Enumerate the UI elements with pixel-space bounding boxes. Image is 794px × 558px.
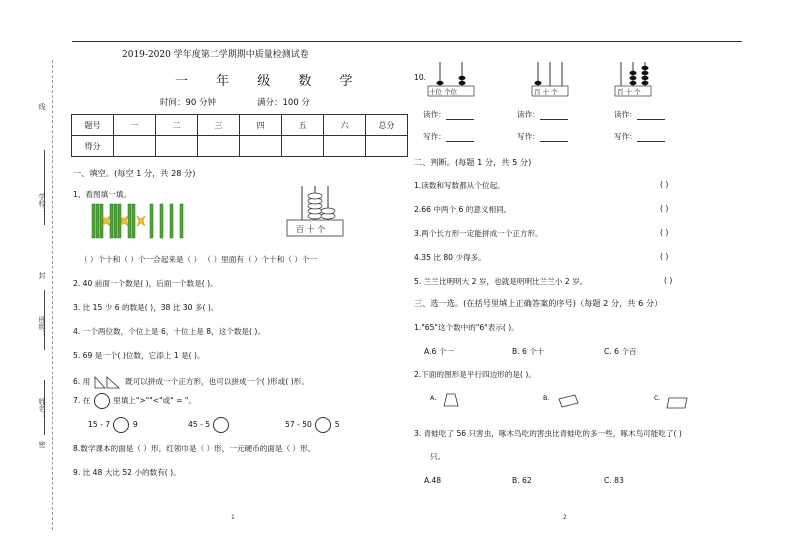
choice-2: 2.下面的图形是平行四边形的是( )。 — [414, 370, 536, 379]
page-number-1: 1 — [231, 514, 235, 521]
two-triangles-icon — [93, 375, 123, 389]
read-b — [517, 109, 568, 120]
class-label: 班级： — [38, 316, 46, 337]
choice-1-option-a[interactable]: A.6 个一 — [424, 347, 454, 356]
table-cell: 六 — [324, 115, 366, 136]
judge-2-paren[interactable]: ( ) — [660, 204, 669, 213]
table-cell: 题号 — [72, 115, 114, 136]
question-6-prefix: 6. 用 — [73, 377, 91, 386]
score-cell[interactable] — [366, 136, 408, 157]
write-b — [517, 131, 568, 142]
compare-1-left: 15 - 7 — [88, 420, 111, 429]
score-table-score-row — [72, 136, 408, 157]
choice-3-option-c[interactable]: C. 83 — [604, 476, 624, 485]
choice-1-option-b[interactable]: B. 6 个十 — [512, 347, 545, 356]
seal-char-1: 线 — [38, 103, 46, 110]
judge-5-paren[interactable]: ( ) — [664, 276, 673, 285]
time-text: 时间：90 分钟 — [160, 98, 217, 108]
judge-3-paren[interactable]: ( ) — [660, 228, 669, 237]
binding-line — [52, 60, 53, 530]
judge-4: 4.35 比 80 少得多。 — [414, 253, 486, 262]
circle-blank-icon — [94, 393, 110, 409]
read-label: 读作： — [517, 110, 540, 119]
read-label: 读作： — [423, 110, 446, 119]
judge-1-paren[interactable]: ( ) — [660, 180, 669, 189]
question-7 — [73, 393, 196, 409]
question-1-blanks: （ ）个十和（ ）个一合起来是（ ） （ ）里面有（ ）个十和（ ）个一 — [80, 255, 318, 264]
school-line — [44, 150, 45, 225]
table-cell: 二 — [156, 115, 198, 136]
question-7-text: 里填上">""<"或" = "。 — [113, 396, 196, 405]
compare-3 — [285, 417, 340, 433]
trapezoid-icon — [442, 392, 460, 408]
exam-title: 2019-2020 学年度第二学期期中质量检测试卷 — [122, 50, 309, 60]
parallelogram-icon — [665, 396, 689, 410]
write-label: 写作： — [423, 132, 446, 141]
table-cell: 得分 — [72, 136, 114, 157]
compare-1-right: 9 — [132, 420, 138, 429]
question-3: 3. 比 15 少 6 的数是( )，38 比 30 多( )。 — [73, 303, 219, 312]
table-cell: 三 — [198, 115, 240, 136]
choice-1: 1."65"这个数中的"6"表示( )。 — [414, 323, 519, 332]
judge-2: 2.66 中两个 6 的意义相同。 — [414, 205, 512, 214]
name-line — [44, 380, 45, 435]
read-label: 读作： — [614, 110, 637, 119]
write-a-blank[interactable] — [446, 132, 474, 142]
score-cell[interactable] — [240, 136, 282, 157]
choice-3: 3. 青蛙吃了 56 只害虫，啄木鸟吃的害虫比青蛙吃的多一些，啄木鸟可能吃了( ) — [414, 429, 682, 438]
section3-title: 三、选一选。(在括号里填上正确答案的序号)（每题 2 分，共 6 分） — [414, 298, 663, 308]
write-c-blank[interactable] — [637, 132, 665, 142]
score-table — [71, 114, 408, 157]
seal-char-2: 封 — [38, 272, 46, 279]
table-cell: 总分 — [366, 115, 408, 136]
read-c — [614, 109, 665, 120]
abacus-label: 百 十 个 — [296, 225, 326, 234]
judge-4-paren[interactable]: ( ) — [660, 252, 669, 261]
abacus-c-label: 百 十 个 — [617, 88, 641, 96]
write-label: 写作： — [614, 132, 637, 141]
section1-title: 一、填空。(每空 1 分，共 28 分) — [73, 168, 196, 178]
subject-title: 一 年 级 数 学 — [175, 74, 365, 89]
score-cell[interactable] — [114, 136, 156, 157]
section2-title: 二、判断。(每题 1 分，共 5 分) — [414, 157, 532, 167]
compare-2-circle[interactable] — [213, 417, 229, 433]
table-cell: 五 — [282, 115, 324, 136]
choice-2-option-c[interactable]: C. — [654, 394, 661, 402]
question-6 — [73, 375, 309, 389]
question-9: 9. 比 48 大比 52 小的数有( )。 — [73, 468, 181, 477]
write-c — [614, 131, 665, 142]
score-cell[interactable] — [282, 136, 324, 157]
choice-2-option-a[interactable]: A. — [430, 394, 437, 402]
question-7-prefix: 7. 在 — [73, 396, 91, 405]
read-a — [423, 109, 474, 120]
abacus-a-label: 十位 个位 — [429, 88, 458, 96]
score-cell[interactable] — [198, 136, 240, 157]
judge-1: 1.读数和写数都从个位起。 — [414, 181, 505, 190]
compare-2-left: 45 - 5 — [188, 420, 211, 429]
score-table-header-row — [72, 115, 408, 136]
read-b-blank[interactable] — [540, 110, 568, 120]
question-2: 2. 40 前面一个数是( )，后面一个数是( )。 — [73, 279, 218, 288]
class-line — [44, 290, 45, 350]
compare-3-right: 5 — [334, 420, 340, 429]
score-text: 满分：100 分 — [257, 98, 310, 108]
score-cell[interactable] — [324, 136, 366, 157]
write-a — [423, 131, 474, 142]
question-6-text: 既可以拼成一个正方形，也可以拼成一个( )形或( )形。 — [125, 377, 309, 386]
choice-3-tail: 只。 — [430, 452, 446, 461]
rotated-rectangle-icon — [556, 393, 580, 409]
question-10: 10. — [414, 73, 427, 82]
choice-3-option-b[interactable]: B. 62 — [512, 476, 532, 485]
choice-2-option-b[interactable]: B. — [543, 394, 550, 402]
question-4: 4. 一个两位数，个位上是 6，十位上是 8，这个数是( )。 — [73, 327, 265, 336]
name-label: 姓名： — [38, 398, 46, 419]
judge-3: 3.两个长方形一定能拼成一个正方形。 — [414, 229, 543, 238]
choice-1-option-c[interactable]: C. 6 个百 — [604, 347, 637, 356]
compare-3-left: 57 - 50 — [285, 420, 312, 429]
abacus-b-label: 百 十 个 — [534, 88, 558, 96]
school-label: 学校： — [38, 193, 46, 214]
sticks-bundle-image — [88, 200, 198, 242]
read-c-blank[interactable] — [637, 110, 665, 120]
table-cell: 四 — [240, 115, 282, 136]
table-cell: 一 — [114, 115, 156, 136]
score-cell[interactable] — [156, 136, 198, 157]
read-a-blank[interactable] — [446, 110, 474, 120]
choice-3-option-a[interactable]: A.48 — [424, 476, 442, 485]
compare-3-circle[interactable] — [315, 417, 331, 433]
compare-1-circle[interactable] — [113, 417, 129, 433]
question-8: 8.数学课本的面是（ ）形，红领巾是（ ）形，一元硬币的面是（ ）形。 — [73, 444, 316, 453]
question-5: 5. 69 是一个( )位数，它添上 1 是( )。 — [73, 351, 205, 360]
write-b-blank[interactable] — [540, 132, 568, 142]
top-rule — [72, 41, 742, 42]
seal-char-3: 密 — [38, 441, 46, 448]
page-number-2: 2 — [563, 514, 567, 521]
write-label: 写作： — [517, 132, 540, 141]
question-1: 1、看图填一填。 — [73, 190, 131, 199]
compare-2 — [188, 417, 230, 433]
compare-1 — [88, 417, 138, 433]
judge-5: 5. 兰兰比明明大 2 岁，也就是明明比兰兰小 2 岁。 — [414, 277, 588, 286]
